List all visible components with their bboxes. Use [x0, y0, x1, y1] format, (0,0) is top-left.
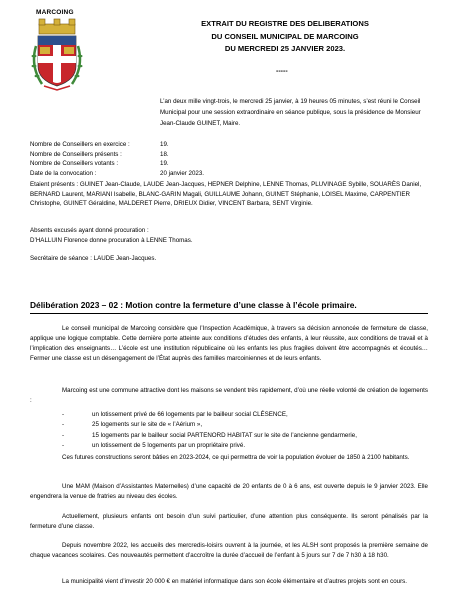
- intro-paragraph: L’an deux mille vingt-trois, le mercredi 25 janvier, à 19 heures 05 minutes, s’est réuni le Conseil Municipal pour une session extraordinaire en séance publique, sous la présidence de Monsieur Jean-Claude GUINET, Maire.: [160, 98, 421, 127]
- list-item: - un lotissement de 5 logements par un propriétaire privé.: [62, 441, 246, 449]
- absent-members: Absents excusés ayant donné procuration : D’HALLUIN Florence donne procuration à LENNE Thomas.: [30, 227, 193, 244]
- paragraph-5: Actuellement, plusieurs enfants ont besoin d’un suivi particulier, d’une attention plus conséquente. Ils seront pénalisés par la fermeture d’une classe.: [30, 513, 428, 531]
- header-line-3: DU MERCREDI 25 JANVIER 2023.: [224, 44, 346, 53]
- present-members: Etaient présents : GUINET Jean-Claude, LAUDE Jean-Jacques, HEPNER Delphine, LENNE Thomas, PLUVINAGE Sybille, SOUARÈS Daniel, BERNARD Laurent, MARIANI Isabelle, BLANC-GARIN Magali, GUILLAUME Johann, GUINET Stéphanie, LOISEL Maxime, CARPENTIER Christophe, GUINET Géraldine, MALDERET Pierre, DRIEUX Didier, VINCENT Barbara, SENT Virginie.: [30, 181, 422, 208]
- title-divider: [30, 313, 428, 314]
- paragraph-7: La municipalité vient d’investir 20 000 € en matériel informatique dans son école élémentaire et d’autres projets sont en cours.: [62, 578, 407, 585]
- header-line-1: EXTRAIT DU REGISTRE DES DELIBERATIONS: [201, 19, 369, 28]
- attendance-stats: [30, 140, 204, 178]
- secretary: Secrétaire de séance : LAUDE Jean-Jacques.: [30, 255, 157, 262]
- document-header: [150, 18, 420, 56]
- crest-label: MARCOING: [36, 9, 74, 16]
- paragraph-2: Marcoing est une commune attractive dont les maisons se vendent très rapidement, d’où une réelle volonté de création de logements :: [30, 387, 428, 405]
- paragraph-3: Ces futures constructions seront bâties en 2023-2024, ce qui permettra de voir la population évoluer de 1850 à 2100 habitants.: [62, 454, 410, 461]
- list-item: - 15 logements par le bailleur social PARTENORD HABITAT sur le site de l’ancienne gendarmerie,: [62, 431, 357, 439]
- list-item: - 25 logements sur le site de « l’Aérium »,: [62, 421, 203, 429]
- paragraph-6: Depuis novembre 2022, les accueils des mercredis-loisirs ouvrent à la journée, et les ALSH sont proposés la première semaine de chaque vacances scolaires. Ces nouveautés permettent d’accroître la durée d’accueil de l’enfant à 5 jours sur 7 de 7 h30 à 18 h30.: [30, 542, 428, 560]
- stat-row: Nombre de Conseillers en exercice : 19.: [30, 141, 169, 148]
- housing-list: [62, 410, 357, 451]
- coat-of-arms-icon: [30, 18, 84, 94]
- stat-row: Nombre de Conseillers présents : 18.: [30, 150, 169, 158]
- paragraph-1: Le conseil municipal de Marcoing considère que l’Inspection Académique, à travers sa décision annoncée de fermeture de classe, applique une logique comptable. Cette dernière porte atteinte aux conditions d’études des enfants, à leur réussite, aux conditions de travail et à l’implication des enseignants… L’école est une institution républicaine où les enfants les plus fragiles doivent être accompagnés et écoutés… Fermer une classe est un désengagement de l’État auprès des familles marcoiniennes et de leurs enfants.: [30, 325, 428, 363]
- stat-row: Nombre de Conseillers votants : 19.: [30, 160, 169, 168]
- list-item: - un lotissement privé de 66 logements par le bailleur social CLÉSENCE,: [62, 411, 288, 418]
- paragraph-4: Une MAM (Maison d’Assistantes Maternelles) d’une capacité de 20 enfants de 0 à 6 ans, est ouverte depuis le 9 janvier 2023. Elle engendrera la venue de fratries au niveau des écoles.: [30, 483, 428, 501]
- stat-row: Date de la convocation : 20 janvier 2023.: [30, 169, 205, 177]
- deliberation-title: Délibération 2023 – 02 : Motion contre la fermeture d’une classe à l’école primaire.: [30, 300, 357, 310]
- header-line-2: DU CONSEIL MUNICIPAL DE MARCOING: [211, 31, 359, 41]
- header-separator: -----: [276, 68, 288, 75]
